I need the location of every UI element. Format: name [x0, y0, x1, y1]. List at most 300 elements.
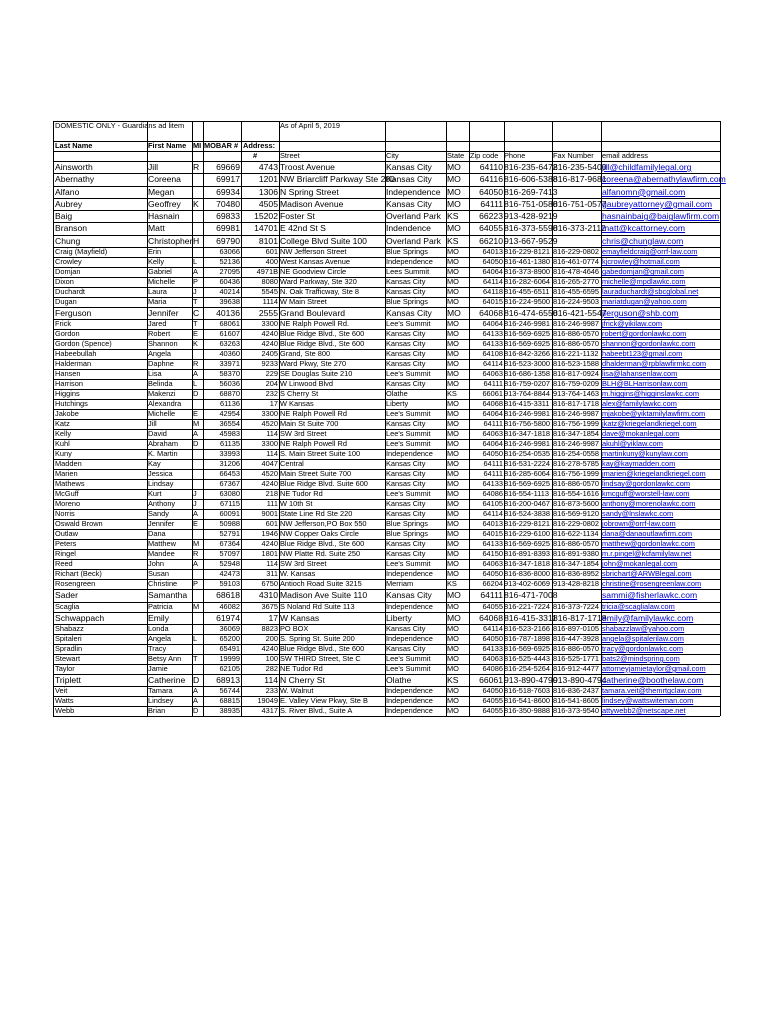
phone: 816-518-7603	[504, 686, 551, 696]
street: NW Jefferson,PO Box 550	[280, 519, 367, 529]
email-link[interactable]: matt@kcattorney.com	[602, 223, 686, 234]
middle-initial: E	[193, 409, 198, 419]
email-link[interactable]: hasnainbaig@baiglawfirm.com	[602, 211, 720, 222]
city: Kansas City	[386, 549, 426, 559]
mobar-number: 19999	[219, 653, 240, 663]
zip-code: 64111	[483, 469, 503, 479]
street-number: 114	[266, 429, 278, 439]
fax: 816-891-9380	[553, 549, 600, 559]
last-name: Harrison	[55, 379, 83, 389]
mobar-number: 67364	[219, 539, 240, 549]
email-link[interactable]: gabedomjan@gmail.com	[602, 267, 684, 277]
street-number: 6750	[261, 579, 278, 589]
email-link[interactable]: sbrichart@ARWBlegal.com	[602, 569, 692, 579]
email-link[interactable]: emayfieldcraig@orrf-law.com	[602, 247, 698, 257]
phone: 816-200-0467	[504, 499, 551, 509]
street: Madison Avenue	[280, 198, 344, 209]
phone: 816-523-2166	[504, 623, 551, 633]
mobar-number: 69833	[216, 211, 240, 222]
col-zip: Zip code	[470, 151, 499, 160]
email-link[interactable]: gaubreyattorney@gmail.com	[602, 198, 712, 209]
fax: 816-373-2112	[553, 223, 606, 234]
state: MO	[447, 686, 459, 696]
zip-code: 64063	[482, 429, 503, 439]
email-link[interactable]: sammi@fisherlawkc.com	[602, 590, 698, 601]
first-name: Kay	[148, 459, 161, 469]
first-name: Londa	[148, 623, 169, 633]
street-number: 4520	[261, 469, 278, 479]
email-link[interactable]: matthew@gordonlawkc.com	[602, 539, 695, 549]
table-row	[53, 210, 720, 222]
col-phone: Phone	[504, 151, 526, 160]
city: Independence	[386, 706, 433, 716]
fax: 816-886-0570	[553, 329, 600, 339]
street: NE Goodview Circle	[280, 267, 347, 277]
fax: 816-278-5785	[553, 459, 600, 469]
grid-line	[53, 198, 720, 199]
middle-initial: A	[193, 696, 198, 706]
first-name: Gabriel	[148, 267, 172, 277]
phone: 816-229-8121	[504, 247, 551, 257]
state: MO	[447, 349, 459, 359]
last-name: Ainsworth	[55, 162, 93, 172]
fax: 816-751-0577	[553, 198, 607, 209]
first-name: Angela	[148, 633, 172, 643]
email-link[interactable]: m.r.pingel@kcfamilylaw.net	[602, 549, 692, 559]
table-row	[53, 449, 720, 459]
email-link[interactable]: BLH@BLHarrisonlaw.com	[602, 379, 688, 389]
grid-line	[53, 644, 720, 645]
email-link[interactable]: alex@familylawkc.com	[602, 399, 677, 409]
email-link[interactable]: mjakobe@yiktamilylawfirm.com	[602, 409, 706, 419]
state: MO	[447, 479, 459, 489]
zip-code: 64111	[483, 459, 503, 469]
city: Kansas City	[386, 308, 432, 319]
grid-line	[53, 479, 720, 480]
city: Lee's Summit	[386, 369, 431, 379]
table-row	[53, 319, 720, 329]
table-row	[53, 624, 720, 634]
subheader-row	[53, 151, 720, 161]
fax: 816-886-0570	[553, 539, 600, 549]
street: N. Oak Trafficway, Ste 8	[280, 287, 359, 297]
mobar-number: 61136	[219, 399, 240, 409]
phone: 816-415-3311	[504, 612, 557, 623]
email-link[interactable]: dave@mokanlegal.com	[602, 429, 680, 439]
zip-code: 64015	[482, 529, 503, 539]
email-link[interactable]: akuhl@yiklaw.com	[602, 439, 663, 449]
email-link[interactable]: jobrown@orrf-law.com	[602, 519, 676, 529]
email-link[interactable]: michelle@mpdlawkc.com	[602, 277, 686, 287]
fax: 816-541-8605	[553, 696, 600, 706]
street: Madison Ave Suite 110	[280, 590, 368, 601]
zip-code: 64111	[483, 419, 503, 429]
email-link[interactable]: mariatdugan@yahoo.com	[602, 297, 687, 307]
email-link[interactable]: habeebt123@gmail.com	[602, 349, 683, 359]
table-row	[53, 277, 720, 287]
grid-line	[53, 509, 720, 510]
street: Antioch Road Suite 3215	[280, 579, 362, 589]
middle-initial: J	[193, 287, 197, 297]
street-number: 233	[265, 686, 278, 696]
last-name: Ringel	[55, 549, 76, 559]
mobar-number: 69790	[216, 235, 240, 246]
street: Foster St	[280, 211, 315, 222]
first-name: Daphne	[148, 359, 174, 369]
city: Kansas City	[386, 509, 426, 519]
street-number: 111	[266, 499, 278, 509]
last-name: Crowley	[55, 257, 82, 267]
email-link[interactable]: anthony@morenolawkc.com	[602, 499, 696, 509]
last-name: Norris	[55, 509, 75, 519]
street: NE Ralph Powell Rd.	[280, 319, 350, 329]
email-link[interactable]: chris@chunglaw.com	[602, 235, 684, 246]
street-number: 4240	[261, 339, 278, 349]
mobar-number: 63066	[219, 247, 240, 257]
fax: 816-817-1718	[553, 399, 600, 409]
street: W. Walnut	[280, 686, 314, 696]
mobar-number: 57097	[219, 549, 240, 559]
grid-column-line	[469, 121, 470, 716]
email-link[interactable]: jferguson@shb.com	[602, 308, 679, 319]
street-number: 200	[265, 633, 278, 643]
table-row	[53, 222, 720, 234]
table-row	[53, 186, 720, 198]
email-link[interactable]: john@mokanlegal.com	[602, 559, 678, 569]
mobar-number: 66453	[219, 469, 240, 479]
last-name: Spradlin	[55, 643, 83, 653]
email-link[interactable]: lauraduchardt@sbcglobal.net	[602, 287, 699, 297]
email-link[interactable]: kmcguff@worstell-law.com	[602, 489, 690, 499]
first-name: Susan	[148, 569, 169, 579]
email-link[interactable]: lisa@lahansenlaw.com	[602, 369, 678, 379]
street: Ward Parkway, Ste 320	[280, 277, 357, 287]
col-state: State	[447, 151, 465, 160]
email-link[interactable]: shabazzlaw@yahoo.com	[602, 623, 685, 633]
middle-initial: A	[193, 509, 198, 519]
last-name: Webb	[55, 706, 75, 716]
city: Blue Springs	[386, 529, 428, 539]
table-row	[53, 389, 720, 399]
state: MO	[447, 601, 459, 611]
phone: 816-606-5388	[504, 174, 558, 185]
grid-line	[53, 634, 720, 635]
state: MO	[447, 369, 459, 379]
table-row	[53, 307, 720, 319]
table-row	[53, 706, 720, 716]
col-mobar: MOBAR #	[204, 141, 239, 150]
grid-line	[53, 499, 720, 500]
last-name: Branson	[55, 223, 88, 234]
mobar-number: 42954	[219, 409, 240, 419]
first-name: Matthew	[148, 539, 176, 549]
grid-column-line	[720, 121, 721, 716]
state: MO	[447, 612, 461, 623]
mobar-number: 69669	[216, 162, 240, 172]
grid-line	[53, 429, 720, 430]
street: Grand Boulevard	[280, 308, 345, 319]
last-name: Marien	[55, 469, 78, 479]
grid-line	[53, 399, 720, 400]
email-link[interactable]: coreena@abernathylawfirm.com	[602, 174, 726, 185]
street-number: 9001	[261, 509, 278, 519]
mobar-number: 68815	[219, 696, 240, 706]
grid-line	[53, 186, 720, 187]
mobar-number: 56744	[219, 686, 240, 696]
fax: 816-265-2770	[553, 277, 600, 287]
zip-code: 66223	[479, 211, 503, 222]
last-name: Stewart	[55, 653, 81, 663]
middle-initial: K	[193, 198, 199, 209]
first-name: Jared	[148, 319, 167, 329]
state: KS	[447, 674, 459, 685]
zip-code: 64114	[482, 509, 503, 519]
email-link[interactable]: dana@danaoutlawfirm.com	[602, 529, 693, 539]
email-link[interactable]: tracy@gordonlawkc.com	[602, 643, 684, 653]
zip-code: 64068	[482, 399, 503, 409]
first-name: John	[148, 559, 165, 569]
city: Kansas City	[386, 329, 426, 339]
mobar-number: 69934	[216, 186, 240, 197]
city: Liberty	[386, 612, 412, 623]
phone: 816-246-9981	[504, 409, 551, 419]
mobar-number: 27095	[219, 267, 240, 277]
fax: 816-886-0570	[553, 479, 600, 489]
fax: 816-373-7224	[553, 601, 600, 611]
street: W Kansas	[280, 399, 314, 409]
first-name: Betsy Ann	[148, 653, 182, 663]
fax: 816-455-6595	[553, 287, 600, 297]
street: Blue Ridge Blvd., Ste 600	[280, 329, 365, 339]
mobar-number: 52791	[219, 529, 240, 539]
mobar-number: 52136	[219, 257, 240, 267]
email-link[interactable]: bats2@mindspring.com	[602, 653, 680, 663]
zip-code: 64118	[482, 287, 503, 297]
email-link[interactable]: m.higgins@higginslawkc.com	[602, 389, 700, 399]
city: Independence	[386, 696, 433, 706]
last-name: Domjan	[55, 267, 81, 277]
state: MO	[447, 706, 459, 716]
fax: 816-836-8952	[553, 569, 600, 579]
email-link[interactable]: kay@kaymadden.com	[602, 459, 676, 469]
col-email: email address	[602, 151, 649, 160]
email-link[interactable]: lindsay@gordonlawkc.com	[602, 479, 691, 489]
table-row	[53, 297, 720, 307]
table-row	[53, 529, 720, 539]
first-name: Christopher	[148, 235, 193, 246]
zip-code: 64133	[482, 539, 503, 549]
last-name: Moreno	[55, 499, 81, 509]
mobar-number: 38935	[219, 706, 240, 716]
phone: 816-229-8121	[504, 519, 551, 529]
table-row	[53, 654, 720, 664]
grid-column-line	[504, 121, 505, 716]
middle-initial: T	[193, 653, 198, 663]
street: Blue Ridge Blvd. Suite 600	[280, 479, 368, 489]
street-number: 114	[266, 449, 278, 459]
email-link[interactable]: christine@rosengreenlaw.com	[602, 579, 702, 589]
street-number: 19049	[257, 696, 278, 706]
phone: 816-756-5800	[504, 419, 551, 429]
middle-initial: E	[193, 519, 198, 529]
table-row	[53, 539, 720, 549]
middle-initial: E	[193, 329, 198, 339]
middle-initial: L	[193, 633, 198, 643]
email-link[interactable]: attorneyjamietaylor@gmail.com	[602, 663, 706, 673]
first-name: Robert	[148, 329, 171, 339]
street-number: 232	[265, 389, 278, 399]
street: S. Spring St. Suite 200	[280, 633, 355, 643]
first-name: Jamie	[148, 663, 168, 673]
email-link[interactable]: catherine@boothelaw.com	[602, 674, 704, 685]
email-link[interactable]: kjcrowley@hotmail.com	[602, 257, 680, 267]
grid-line	[53, 549, 720, 550]
street: NW Copper Oaks Circle	[280, 529, 359, 539]
middle-initial: R	[193, 359, 199, 369]
street-number: 114	[264, 674, 278, 685]
mobar-number: 68061	[219, 319, 240, 329]
email-link[interactable]: jmarien@kriegelandkriegel.com	[602, 469, 706, 479]
city: Overland Park	[386, 235, 441, 246]
email-link[interactable]: sandy@lnslawkc.com	[602, 509, 674, 519]
email-link[interactable]: jkatz@kriegelandkriegel.com	[602, 419, 697, 429]
email-link[interactable]: alfanomn@gmail.com	[602, 186, 686, 197]
street-number: 114	[266, 559, 278, 569]
city: Independence	[386, 601, 433, 611]
street: NW Briarcliff Parkway Ste 200	[280, 174, 395, 185]
last-name: Chung	[55, 235, 81, 246]
grid-column-line	[241, 121, 242, 716]
grid-line	[53, 359, 720, 360]
email-link[interactable]: jill@childfamilylegal.org	[602, 162, 692, 172]
table-row	[53, 612, 720, 624]
grid-line	[53, 329, 720, 330]
state: KS	[447, 579, 457, 589]
first-name: Michelle	[148, 277, 176, 287]
email-link[interactable]: martinkuny@kunylaw.com	[602, 449, 688, 459]
fax: 816-373-9540	[553, 706, 600, 716]
middle-initial: J	[193, 499, 197, 509]
email-link[interactable]: jfrick@yikilaw.com	[602, 319, 663, 329]
grid-line	[53, 297, 720, 298]
state: MO	[447, 186, 461, 197]
mobar-number: 45983	[219, 429, 240, 439]
col-number: #	[253, 151, 258, 160]
email-link[interactable]: attywebb2@netscape.net	[602, 706, 686, 716]
zip-code: 64133	[482, 643, 503, 653]
phone: 816-836-8000	[504, 569, 551, 579]
mobar-number: 63263	[219, 339, 240, 349]
street: N Cherry St	[280, 674, 325, 685]
mobar-number: 70480	[216, 198, 240, 209]
table-row	[53, 479, 720, 489]
zip-code: 66204	[482, 579, 503, 589]
middle-initial: A	[193, 267, 198, 277]
fax: 816-554-1616	[553, 489, 600, 499]
phone: 816-524-3838	[504, 509, 551, 519]
last-name: Watts	[55, 696, 74, 706]
phone: 816-246-9981	[504, 319, 551, 329]
zip-code: 64055	[482, 601, 503, 611]
zip-code: 64050	[482, 633, 503, 643]
phone: 816-759-0207	[504, 379, 551, 389]
col-street: Street	[280, 151, 300, 160]
email-link[interactable]: shannon@gordonlawkc.com	[602, 339, 696, 349]
first-name: Jennifer	[148, 308, 179, 319]
street-number: 4240	[261, 479, 278, 489]
first-name: Kurt	[148, 489, 162, 499]
email-link[interactable]: tamara.veit@themrtgclaw.com	[602, 686, 702, 696]
street-number: 2555	[258, 308, 278, 319]
state: MO	[447, 499, 459, 509]
phone: 816-569-6925	[504, 539, 551, 549]
city: Blue Springs	[386, 247, 428, 257]
phone: 816-235-6472	[504, 162, 558, 172]
state: MO	[447, 459, 459, 469]
email-link[interactable]: emily@familylawkc.com	[602, 612, 694, 623]
middle-initial: P	[193, 277, 198, 287]
zip-code: 64055	[482, 696, 503, 706]
zip-code: 64064	[482, 319, 503, 329]
city: Lee's Summit	[386, 429, 431, 439]
last-name: Ferguson	[55, 308, 92, 319]
zip-code: 64055	[482, 706, 503, 716]
state: MO	[447, 696, 459, 706]
zip-code: 64068	[479, 612, 503, 623]
fax: 913-890-4794	[553, 674, 607, 685]
first-name: Mandee	[148, 549, 175, 559]
last-name: Scaglia	[55, 601, 80, 611]
zip-code: 64064	[482, 439, 503, 449]
grid-line	[53, 419, 720, 420]
fax: 816-254-0558	[553, 449, 600, 459]
grid-line	[53, 706, 720, 707]
street-number: 229	[265, 369, 278, 379]
table-row	[53, 686, 720, 696]
email-link[interactable]: lindsey@wattswiteman.com	[602, 696, 694, 706]
grid-line	[53, 559, 720, 560]
fax: 816-229-0802	[553, 519, 600, 529]
street: S. River Blvd., Suite A	[280, 706, 353, 716]
grid-line	[53, 161, 720, 162]
table-row	[53, 439, 720, 449]
street-number: 17	[268, 612, 278, 623]
city: Kansas City	[386, 479, 426, 489]
city: Kansas City	[386, 539, 426, 549]
email-link[interactable]: angela@spitalerilaw.com	[602, 633, 684, 643]
state: MO	[447, 469, 459, 479]
last-name: Kelly	[55, 429, 72, 439]
grid-line	[53, 319, 720, 320]
grid-line	[53, 674, 720, 675]
email-link[interactable]: tricia@scaglialaw.com	[602, 601, 675, 611]
email-link[interactable]: dhalderman@rpblawfirmkc.com	[602, 359, 707, 369]
last-name: Aubrey	[55, 198, 83, 209]
last-name: Dixon	[55, 277, 74, 287]
middle-initial: R	[193, 162, 200, 172]
fax: 816-461-0774	[553, 257, 600, 267]
phone: 816-569-6925	[504, 329, 551, 339]
middle-initial: D	[193, 674, 200, 685]
grid-line	[53, 529, 720, 530]
mobar-number: 59103	[219, 579, 240, 589]
street-number: 8080	[261, 277, 278, 287]
email-link[interactable]: robert@gordonlawkc.com	[602, 329, 687, 339]
city: Kansas City	[386, 379, 426, 389]
state: MO	[447, 198, 461, 209]
city: Independence	[386, 449, 433, 459]
last-name: Schwappach	[55, 612, 105, 623]
